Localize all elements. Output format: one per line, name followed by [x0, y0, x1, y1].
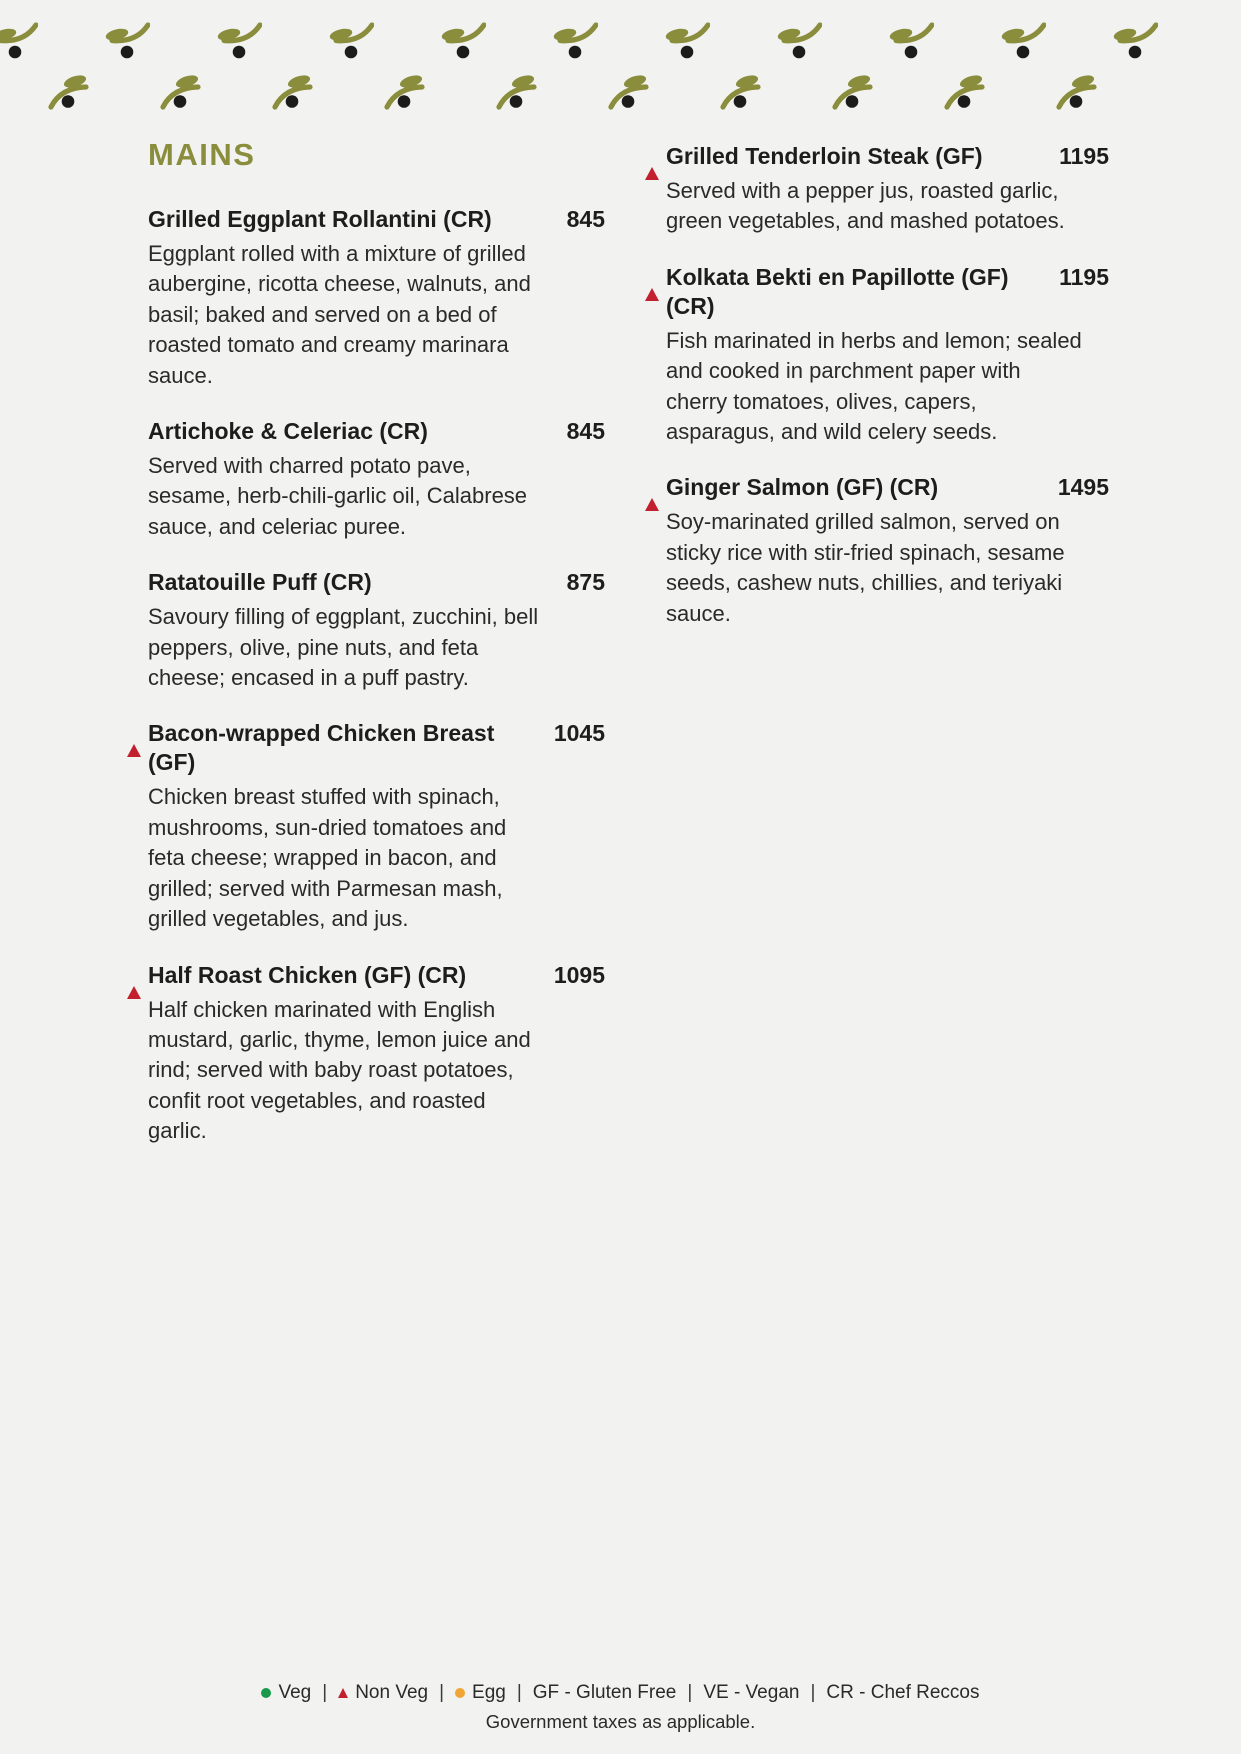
dish-price: 1495 [1057, 474, 1109, 501]
olive-sprig-icon [0, 22, 38, 62]
menu-item [127, 205, 605, 391]
legend-label: GF - Gluten Free [532, 1682, 677, 1703]
legend-item [826, 1682, 979, 1704]
dish-price: 1195 [1059, 143, 1109, 169]
menu-items-left [127, 205, 605, 1147]
dish-name: Bacon-wrapped Chicken Breast (GF) [148, 720, 495, 776]
legend-label: CR - Chef Reccos [826, 1682, 980, 1703]
olive-sprig-icon [944, 70, 990, 110]
menu-column-left [127, 137, 605, 1173]
olive-sprig-icon [776, 22, 822, 62]
dish-name: Grilled Tenderloin Steak (GF) [666, 143, 983, 169]
dish-price: 845 [566, 418, 605, 445]
dish-price: 1095 [553, 961, 605, 988]
dish-description: Soy-marinated grilled salmon, served on sticky rice with stir-fried spinach, sesame seeds, cashew nuts, chillies, and teriyaki sauce. [666, 509, 1065, 626]
menu-footer [0, 1682, 1241, 1733]
menu-item-header [645, 473, 1109, 502]
menu-item [127, 568, 605, 693]
dish-description: Eggplant rolled with a mixture of grilled aubergine, ricotta cheese, walnuts, and basil; baked and served on a bed of roasted tomato and creamy marinara sauce. [148, 241, 531, 388]
olive-sprig-icon [720, 70, 766, 110]
dish-price: 1195 [1059, 263, 1109, 290]
dish-name: Ratatouille Puff (CR) [148, 569, 372, 596]
olive-sprig-icon [272, 70, 318, 110]
olive-sprig-icon [216, 22, 262, 62]
dish-name: Half Roast Chicken (GF) (CR) [148, 961, 467, 988]
menu-item-header [127, 961, 605, 990]
olive-border-top-row [0, 22, 1158, 62]
dish-description: Served with charred potato pave, sesame, herb-chili-garlic oil, Calabrese sauce, and celeriac puree. [148, 453, 528, 539]
olive-sprig-icon [888, 22, 934, 62]
legend-separator: | [516, 1682, 522, 1703]
menu-column-right [645, 142, 1109, 655]
legend-separator: | [439, 1682, 445, 1703]
dish-price: 875 [566, 569, 605, 596]
legend-item [455, 1682, 506, 1704]
menu-item [645, 263, 1109, 448]
menu-item-header [127, 568, 605, 597]
menu-items-right [645, 142, 1109, 629]
tax-note: Government taxes as applicable. [485, 1711, 756, 1732]
menu-item-header [645, 142, 1109, 171]
menu-item [645, 142, 1109, 237]
menu-item-header [127, 719, 605, 777]
nonveg-triangle-icon [645, 271, 659, 301]
legend-item [703, 1682, 799, 1704]
menu-item-header [645, 263, 1109, 321]
legend-separator: | [810, 1682, 816, 1703]
olive-border-bottom-row [48, 70, 1102, 110]
dish-name: Grilled Eggplant Rollantini (CR) [148, 206, 492, 232]
menu-item-header [127, 417, 605, 446]
olive-sprig-icon [48, 70, 94, 110]
olive-sprig-icon [832, 70, 878, 110]
veg-dot-icon [261, 1688, 271, 1698]
legend-label: VE - Vegan [703, 1682, 800, 1703]
olive-sprig-icon [160, 70, 206, 110]
dish-name: Kolkata Bekti en Papillotte (GF) (CR) [666, 263, 1009, 319]
nonveg-triangle-icon [127, 727, 141, 757]
dish-price: 1045 [553, 720, 605, 747]
legend-item [261, 1682, 311, 1704]
section-title: MAINS [148, 137, 256, 172]
olive-sprig-icon [496, 70, 542, 110]
dish-name: Artichoke & Celeriac (CR) [148, 418, 428, 445]
olive-sprig-icon [328, 22, 374, 62]
legend-label: Veg [278, 1682, 312, 1703]
olive-sprig-icon [104, 22, 150, 62]
menu-item [127, 961, 605, 1147]
dish-price: 845 [566, 206, 605, 232]
legend-item [338, 1682, 428, 1704]
legend-label: Non Veg [355, 1682, 429, 1703]
dish-description: Served with a pepper jus, roasted garlic, green vegetables, and mashed potatoes. [666, 178, 1065, 234]
nonveg-triangle-icon [645, 150, 659, 180]
menu-item [645, 473, 1109, 629]
olive-sprig-icon [440, 22, 486, 62]
dish-description: Fish marinated in herbs and lemon; sealed and cooked in parchment paper with cherry tomatoes, olives, capers, asparagus, and wild celery seeds. [666, 327, 1082, 445]
olive-sprig-icon [552, 22, 598, 62]
legend-separator: | [687, 1682, 693, 1703]
dish-description: Chicken breast stuffed with spinach, mushrooms, sun-dried tomatoes and feta cheese; wrapped in bacon, and grilled; served with Parmesan mash, grilled vegetables, and jus. [148, 784, 507, 932]
olive-sprig-icon [1000, 22, 1046, 62]
olive-sprig-icon [1112, 22, 1158, 62]
menu-item-header [127, 205, 605, 234]
menu-item [127, 719, 605, 934]
olive-sprig-icon [608, 70, 654, 110]
dish-name: Ginger Salmon (GF) (CR) [666, 474, 939, 501]
nonveg-triangle-icon [645, 481, 659, 511]
legend-label: Egg [472, 1682, 506, 1703]
dish-description: Savoury filling of eggplant, zucchini, bell peppers, olive, pine nuts, and feta cheese; encased in a puff pastry. [148, 604, 539, 691]
olive-sprig-icon [1056, 70, 1102, 110]
olive-sprig-icon [384, 70, 430, 110]
legend-row [0, 1682, 1241, 1704]
nonveg-triangle-icon [127, 969, 141, 999]
dish-description: Half chicken marinated with English mustard, garlic, thyme, lemon juice and rind; served with baby roast potatoes, confit root vegetables, and roasted garlic. [148, 996, 531, 1144]
nonveg-triangle-icon [338, 1688, 348, 1698]
legend-separator: | [322, 1682, 328, 1703]
menu-item [127, 417, 605, 542]
egg-dot-icon [455, 1688, 465, 1698]
olive-sprig-icon [664, 22, 710, 62]
legend-item [533, 1682, 677, 1704]
